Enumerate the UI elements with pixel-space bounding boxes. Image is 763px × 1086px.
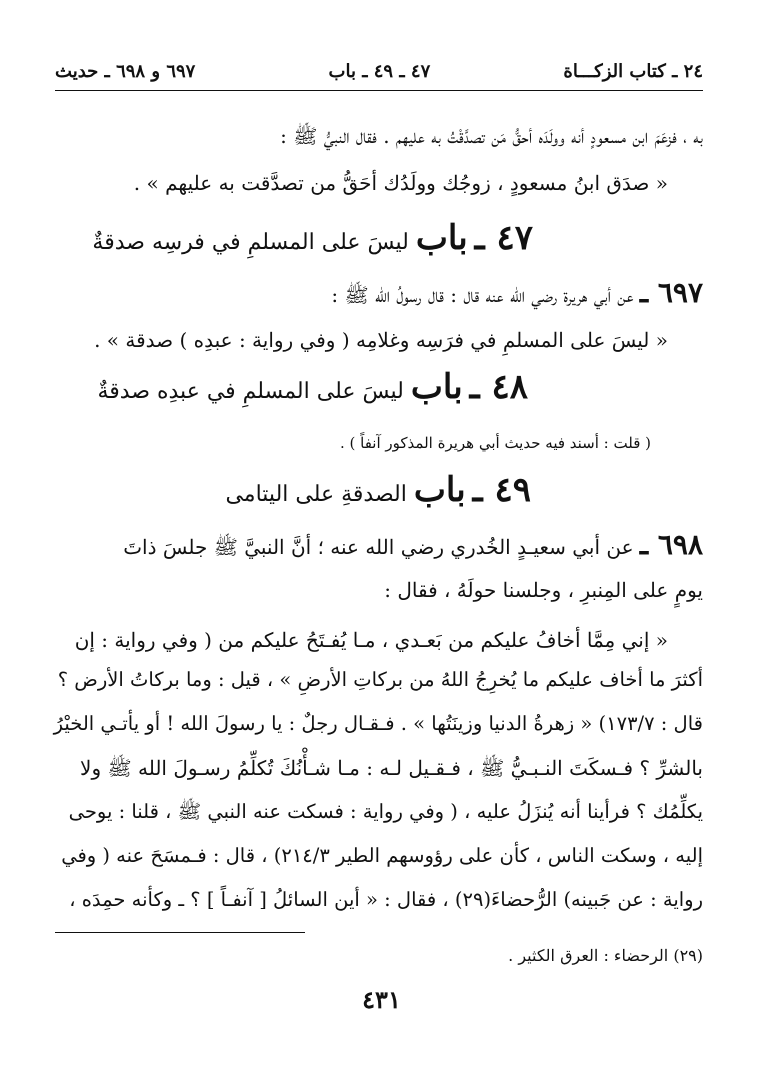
- text-line-1: به ، فزعَمَ ابن مسعودٍ أنه وولَدَه أحقُّ مَن تصدَّقْتُ به عليهم . فقال النبيُّ ﷺ :: [280, 124, 703, 148]
- text-line: أكثرَ ما أخاف عليكم ما يُخرِجُ اللهُ من بركاتِ الأرضِ » ، قيل : وما بركاتُ الأرض ؟: [57, 668, 703, 691]
- chapter-title: ليسَ على المسلمِ في فرسِه صدقةٌ: [92, 230, 409, 255]
- chapter-title: ليسَ على المسلمِ في عبدِه صدقةٌ: [97, 379, 404, 404]
- chapter-keyword: باب: [413, 470, 466, 510]
- hadith-text: عن أبي هريرة رضي الله عنه قال : قال رسولُ الله ﷺ :: [331, 283, 634, 307]
- text-line-2: « صدَق ابنُ مسعودٍ ، زوجُك وولَدُك أحَقُّ من تصدَّقت به عليهم » .: [133, 171, 668, 195]
- text-line: قال : ١٧٣/٧) « زهرةُ الدنيا وزينَتُها » . فـقـال رجلٌ : يا رسولَ الله ! أو يأتـي الخيْرُ: [53, 712, 703, 735]
- text-line: يكلِّمُك ؟ فرأينا أنه يُنزَلُ عليه ، ( وفي رواية : فسكت عنه النبي ﷺ ، قلنا : يوحى: [68, 800, 703, 823]
- chapter-keyword: باب: [415, 218, 468, 258]
- header-sections: ٤٧ ـ ٤٩ ـ باب: [328, 60, 431, 82]
- footnote: (٢٩) الرحضاء : العرق الكثير .: [508, 946, 703, 965]
- header-hadith-numbers: ٦٩٧ و ٦٩٨ ـ حديث: [55, 60, 196, 82]
- hadith-number: ٦٩٨ ـ: [639, 528, 703, 561]
- chapter-heading-49: [55, 470, 531, 510]
- footnote-separator: [55, 932, 305, 933]
- chapter-number: ٤٧ ـ: [474, 218, 533, 258]
- header-chapter: ٢٤ ـ كتاب الزكـــاة: [563, 60, 703, 82]
- text-line: بالشرِّ ؟ فـسكَتَ النـبـيُّ ﷺ ، فـقـيل لـه : مـا شـأْنُكَ تُكلِّمُ رسـولَ الله ﷺ ولا: [80, 756, 703, 780]
- chapter-heading-48: [55, 367, 528, 407]
- chapter-title: الصدقةِ على اليتامى: [225, 482, 407, 507]
- text-line: يومٍ على المِنبرِ ، وجلسنا حولَهُ ، فقال :: [384, 578, 703, 602]
- chapter-number: ٤٨ ـ: [469, 367, 528, 407]
- hadith-697-opening: [55, 276, 703, 312]
- text-line: « إني مِمَّا أخافُ عليكم من بَعـدي ، مـا يُفـتَحُ عليكم من ( وفي رواية : إن: [74, 628, 668, 652]
- editor-note: ( قلت : أسند فيه حديث أبي هريرة المذكور آنفاً ) .: [339, 434, 651, 452]
- chapter-number: ٤٩ ـ: [472, 470, 531, 510]
- hadith-697-text: « ليسَ على المسلمِ في فرَسِه وغلامِه ( وفي رواية : عبدِه ) صدقة » .: [94, 328, 668, 352]
- hadith-text: عن أبي سعيـدٍ الخُدري رضي الله عنه ؛ أنَّ النبيَّ ﷺ جلسَ ذاتَ: [123, 535, 634, 559]
- hadith-number: ٦٩٧ ـ: [639, 276, 703, 309]
- running-header: [55, 52, 703, 91]
- hadith-698-opening: [55, 528, 703, 564]
- text-line: إليه ، وسكت الناس ، كأن على رؤوسهم الطير ٢١٤/٣) ، قال : فـمسَحَ عنه ( وفي: [61, 844, 703, 867]
- chapter-heading-47: [55, 218, 533, 258]
- page-number: ٤٣١: [362, 985, 401, 1014]
- text-line: رواية : عن جَبينه) الرُّحضاءَ(٢٩) ، فقال : « أين السائلُ [ آنفـاً ] ؟ ـ وكأنه حمِدَه ،: [69, 888, 703, 911]
- chapter-keyword: باب: [410, 367, 463, 407]
